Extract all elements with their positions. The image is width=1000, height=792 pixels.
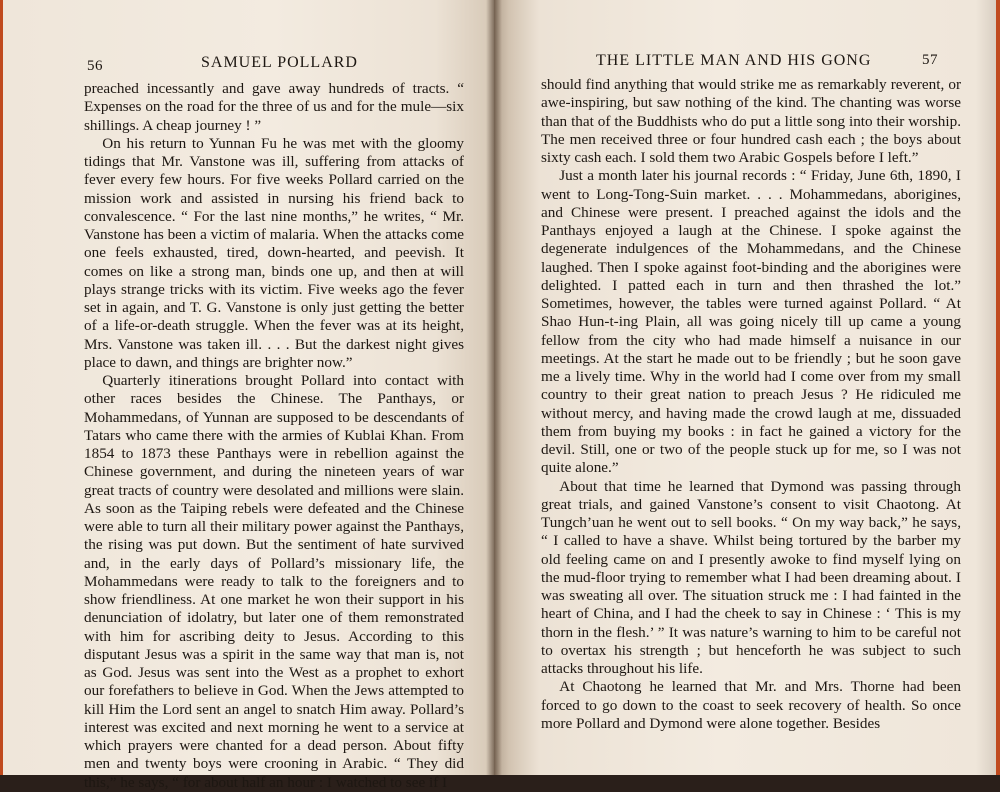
right-paragraph-3: About that time he learned that Dymond was passing through great trials, and gained Vanstone’s consent to visit Chaotong. At Tungch’uan he went out to sell books. “ On my way back,” he says, “ I called to have a shave. Whilst being tortured by the barber my old feeling came on and I presently awoke to find myself lying on the mud-floor trying to remember what I had been dreaming about. I was sweating all over. The situation struck me : I had fainted in the heart of China, and I had the cheek to say in Chinese : ‘ This is my thorn in the flesh.’ ” It was nature’s warning to him to be careful not to overtax his strength ; but henceforth he was subject to such attacks throughout his life. xyxy=(541,477,961,677)
left-page-header xyxy=(3,52,494,76)
right-paragraph-2: Just a month later his journal records : “ Friday, June 6th, 1890, I went to Long-Tong-Suin market. . . . Mohammedans, aborigines, and Chinese were present. I preached against the idols and the Panthays enjoyed a laugh at the Chinese. I spoke against the degenerate indulgences of the Mohammedans, and the Chinese laughed. Then I spoke against foot-binding and the aborigines were delighted. I patted each in turn and then thrashed the lot.” Sometimes, however, the tables were turned against Pollard. “ At Shao Hun-t-ing Plain, all was going nicely till up came a young fellow from the city who had made himself a nuisance in our meetings. At the start he made out to be friendly ; but he soon gave me a lively time. Why in the world had I come over from my small country to their great nation to preach Jesus ? He ridiculed me without mercy, and having made the crowd laugh at me, dissuaded them from buying my books : in fact he gained a victory for the devil. Still, one or two of the people stuck up for me, so I was not quite alone.” xyxy=(541,167,961,477)
left-running-head: SAMUEL POLLARD xyxy=(201,54,358,71)
right-page-header xyxy=(494,52,996,76)
right-running-head: THE LITTLE MAN AND HIS GONG xyxy=(596,52,872,69)
left-paragraph-2: On his return to Yunnan Fu he was met with the gloomy tidings that Mr. Vanstone was ill, suffering from attacks of fever every few hours. For five weeks Pollard carried on the mission work and assisted in nursing his friend back to convalescence. “ For the last nine months,” he writes, “ Mr. Vanstone has been a victim of malaria. When the attacks come one feels exhausted, tired, down-hearted, and peevish. It comes on like a strong man, binds one up, and then at will plays strange tricks with its victim. Five weeks ago the fever set in again, and T. G. Vanstone is only just getting the better of a life-or-death struggle. When the fever was at its height, Mrs. Vanstone was taken ill. . . . But the darkest night gives place to dawn, and things are brighter now.” xyxy=(84,134,464,371)
left-paragraph-3: Quarterly itinerations brought Pollard into contact with other races besides the Chinese. The Panthays, or Mohammedans, of Yunnan are supposed to be descendants of Tatars who came there with the armies of Kublai Khan. From 1854 to 1873 these Panthays were in rebellion against the Chinese government, and during the nineteen years of war great tracts of country were desolated and millions were slain. As soon as the Taiping rebels were defeated and the Chinese were able to turn all their military power against the Panthays, the rising was put down. But the sentiment of hate survived and, in the early days of Pollard’s missionary life, the Mohammedans were ready to talk to the foreigners and to show friendliness. At one market he won their support in his denunciation of idolatry, but later one of them remonstrated with him for ascribing deity to Jesus. According to this disputant Jesus was a spirit in the same way that man is, not as God. Jesus was sent into the West as a prophet to exhort our forefathers to believe in God. When the Jews attempted to kill Him the Lord sent an angel to snatch Him away. Pollard’s interest was excited and next morning he went to a service at which prayers were chanted for a dead person. About fifty men and twenty boys were crooning in Arabic. “ They did this,” he says, “ for about half an hour : I watched to see if I xyxy=(84,372,464,791)
right-page-body xyxy=(541,76,961,733)
right-page-number: 57 xyxy=(922,52,938,68)
right-page xyxy=(494,0,1000,775)
left-page-number: 56 xyxy=(87,58,103,74)
right-paragraph-1: should find anything that would strike me as remarkably reverent, or awe-inspiring, but saw nothing of the kind. The chanting was worse than that of the Buddhists who do put a little song into their worship. The men received three or four hundred cash each ; the boys about sixty cash each. I sold them two Arabic Gospels before I left.” xyxy=(541,76,961,166)
right-paragraph-4: At Chaotong he learned that Mr. and Mrs. Thorne had been forced to go down to the coast to seek recovery of health. So once more Pollard and Dymond were alone together. Besides xyxy=(541,678,961,732)
left-page-body xyxy=(84,80,464,792)
book-gutter-shadow xyxy=(486,0,502,775)
left-page xyxy=(0,0,494,791)
left-paragraph-1: preached incessantly and gave away hundreds of tracts. “ Expenses on the road for the three of us and for the mule—six shillings. A cheap journey ! ” xyxy=(84,80,464,134)
